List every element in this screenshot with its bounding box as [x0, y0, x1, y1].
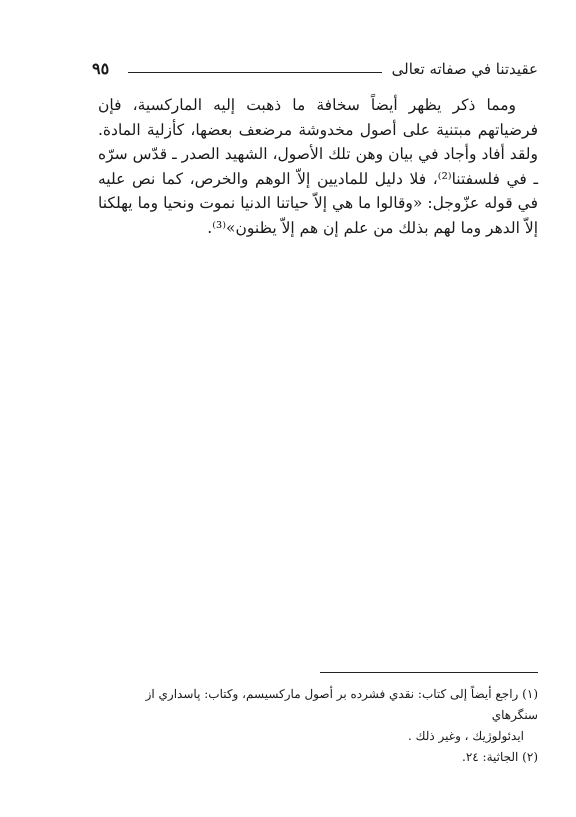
running-title: عقيدتنا في صفاته تعالى	[391, 60, 538, 78]
body-paragraph: ومما ذكر يظهر أيضاً سخافة ما ذهبت إليه الماركسية، فإن فرضياتهم مبتنية على أصول مخدوشة مرضعف بعضها، كأزلية المادة. ولقد أفاد وأجاد في بيان وهن تلك الأصول، الشهيد الصدر ـ قدّس سرّه ـ في فلسفتنا⁽²⁾، فلا دليل للماديين إلاّ الوهم والخرص، كما نص عليه في قوله عزّوجل: «وقالوا ما هي إلاّ حياتنا الدنيا نموت ونحيا وما يهلكنا إلاّ الدهر وما لهم بذلك من علم إن هم إلاّ يظنون»⁽³⁾.	[98, 96, 538, 237]
body-text	[98, 93, 538, 241]
footnote-1: (١) راجع أيضاً إلى كتاب: نقدي فشرده بر أصول ماركسيسم، وكتاب: پاسداري از سنگرهاي	[145, 687, 538, 722]
page-number: ٩٥	[92, 59, 110, 78]
running-head	[92, 58, 538, 82]
footnote-1-continuation: ايدئولوژيك ، وغير ذلك .	[408, 729, 524, 743]
footnotes	[110, 684, 538, 768]
header-rule	[128, 72, 382, 73]
footnote-rule	[320, 672, 538, 673]
footnote-2: (٢) الجاثية: ٢٤.	[462, 750, 538, 764]
